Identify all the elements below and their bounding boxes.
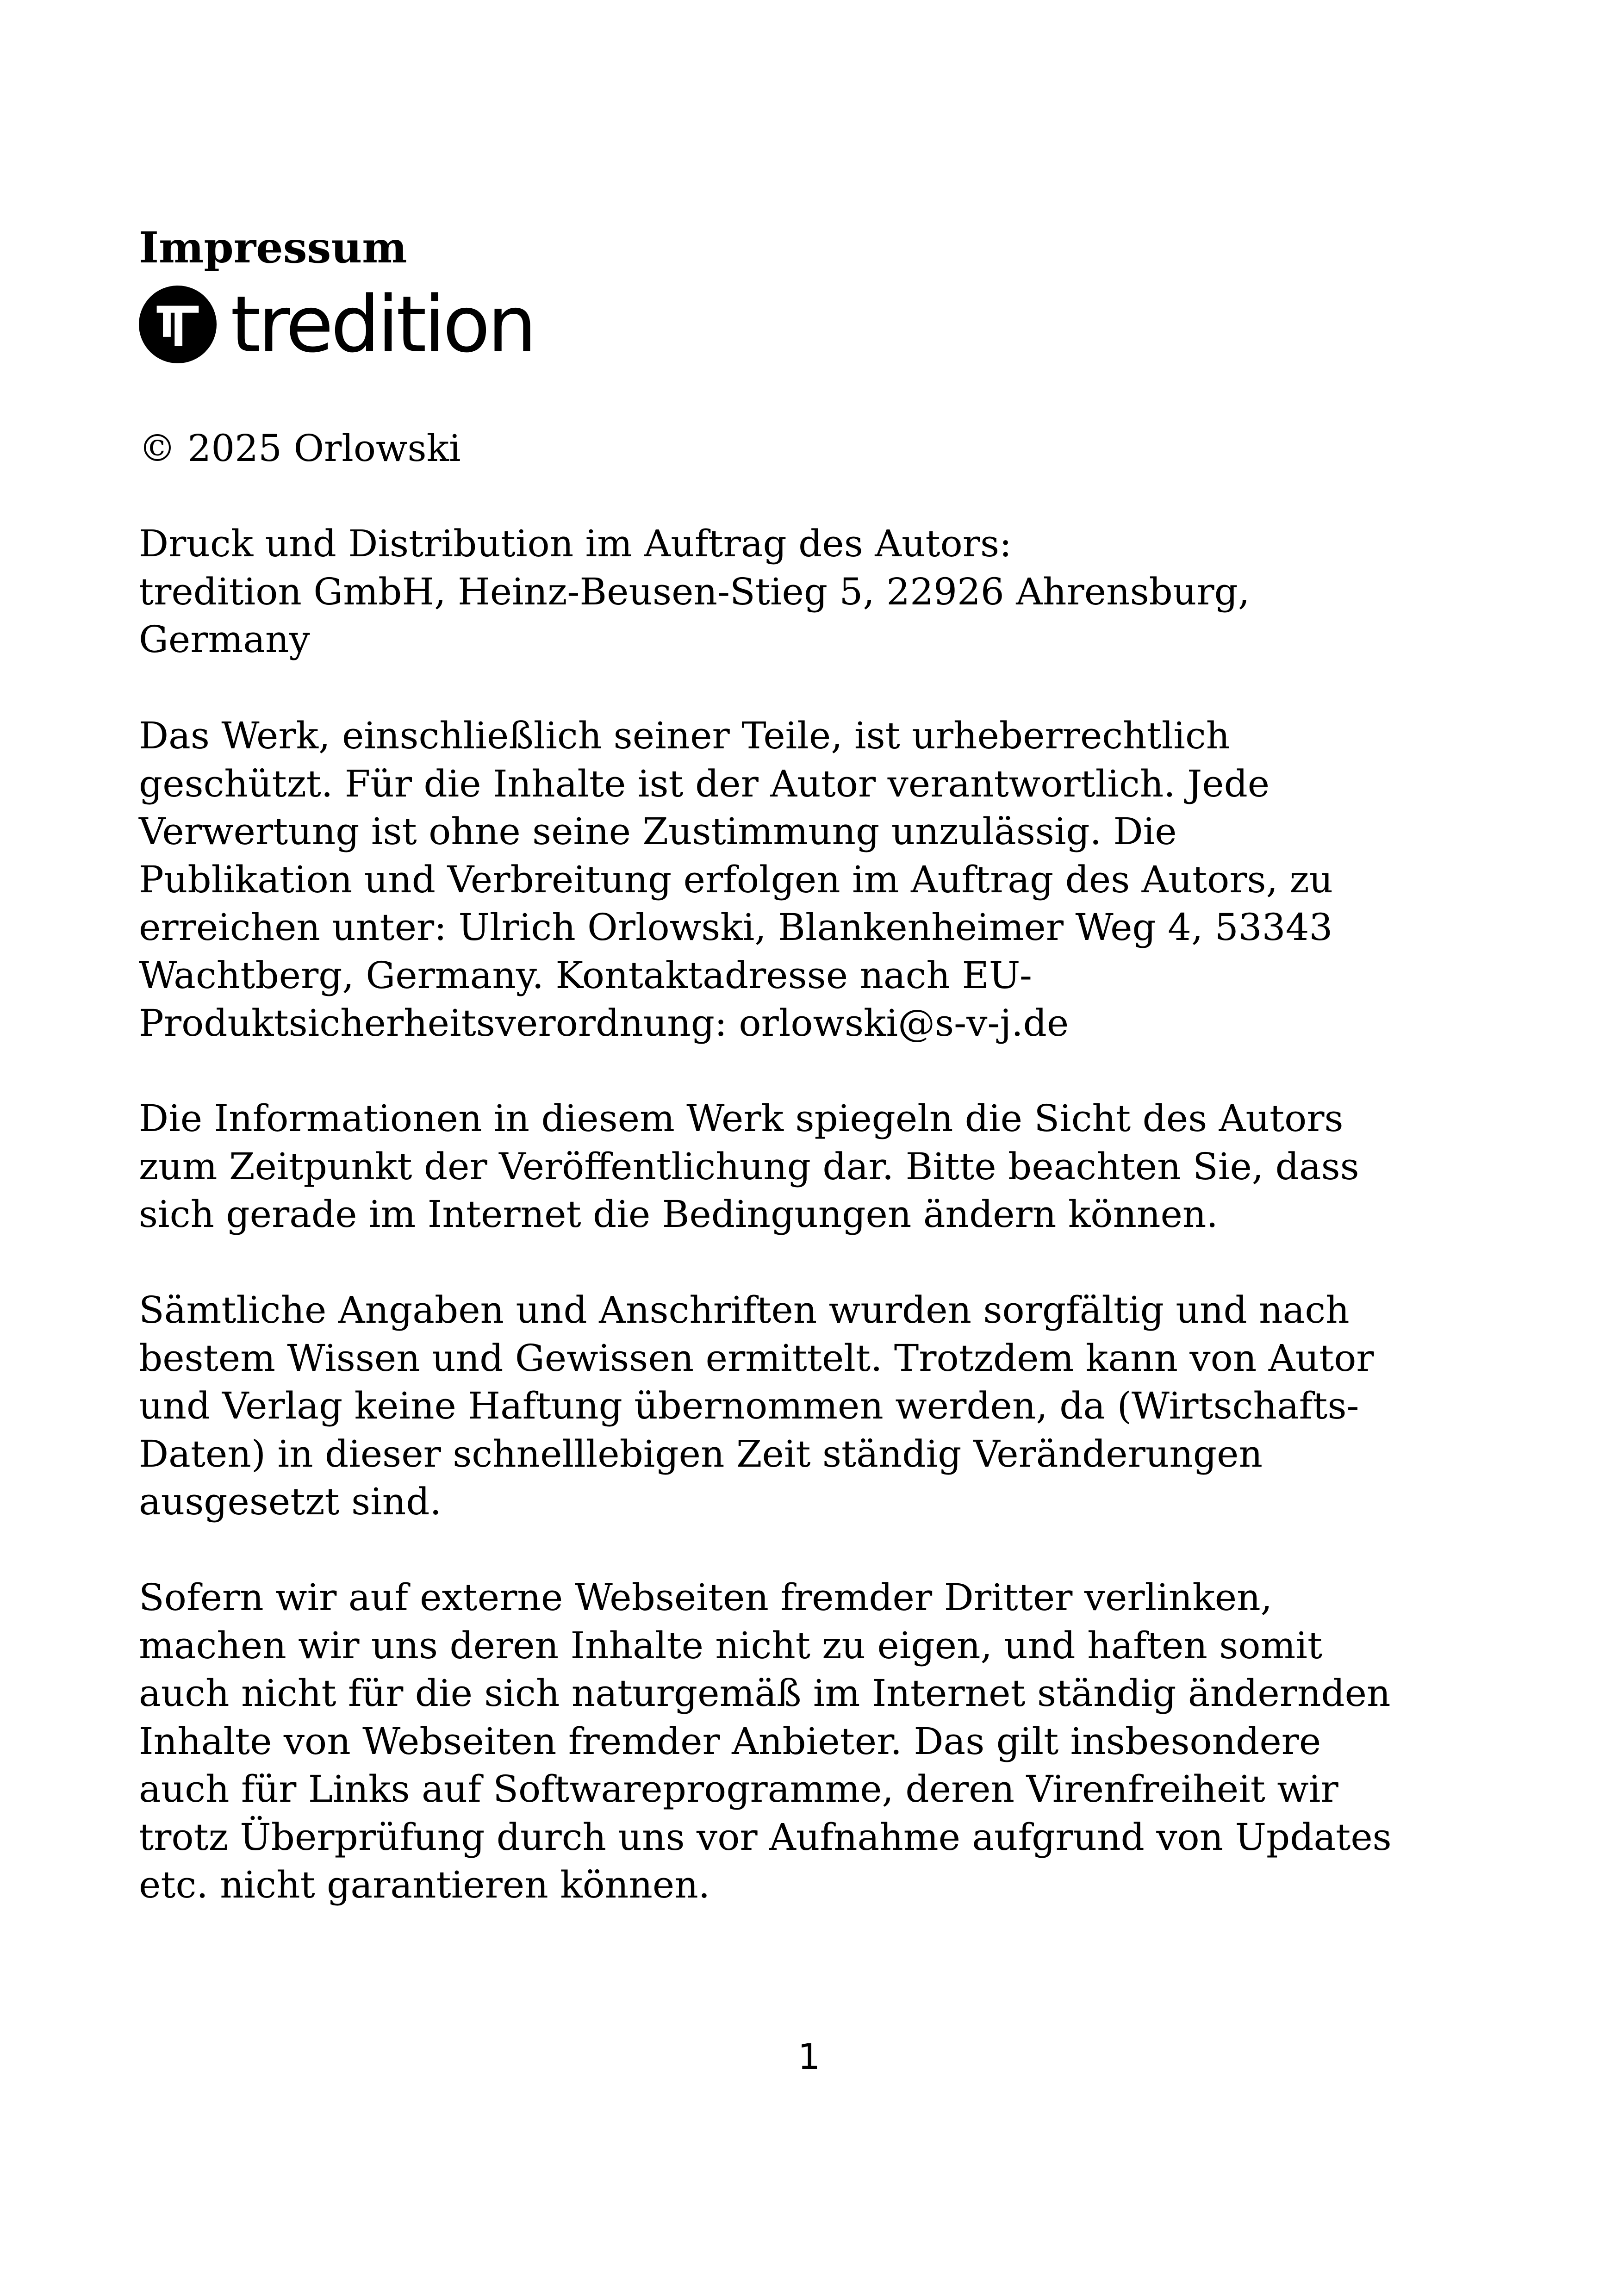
text-line: Die Informationen in diesem Werk spiegeln die Sicht des Autors	[139, 1097, 1344, 1140]
text-line: © 2025 Orlowski	[139, 427, 461, 470]
text-line: Germany	[139, 618, 310, 661]
text-line: Druck und Distribution im Auftrag des Autors:	[139, 522, 1012, 565]
page-title: Impressum	[139, 223, 407, 273]
text-line: Produktsicherheitsverordnung: orlowski@s-v-j.de	[139, 1002, 1069, 1045]
text-line: geschützt. Für die Inhalte ist der Autor verantwortlich. Jede	[139, 762, 1270, 805]
text-line: ausgesetzt sind.	[139, 1480, 442, 1523]
text-line: und Verlag keine Haftung übernommen werden, da (Wirtschafts-	[139, 1384, 1359, 1427]
copyright-notice-paragraph	[139, 712, 1546, 1047]
text-line: Wachtberg, Germany. Kontaktadresse nach EU-	[139, 953, 1032, 997]
text-line: etc. nicht garantieren können.	[139, 1863, 710, 1906]
text-line: Inhalte von Webseiten fremder Anbieter. Das gilt insbesondere	[139, 1719, 1321, 1763]
text-line: Verwertung ist ohne seine Zustimmung unzulässig. Die	[139, 810, 1177, 853]
print-distribution-paragraph	[139, 520, 1546, 664]
text-line: zum Zeitpunkt der Veröffentlichung dar. Bitte beachten Sie, dass	[139, 1145, 1359, 1188]
text-line: auch nicht für die sich naturgemäß im Internet ständig ändernden	[139, 1672, 1391, 1715]
text-line: Daten) in dieser schnelllebigen Zeit ständig Veränderungen	[139, 1432, 1263, 1475]
text-line: Publikation und Verbreitung erfolgen im Auftrag des Autors, zu	[139, 858, 1333, 901]
publisher-logo	[139, 279, 534, 370]
text-line: auch für Links auf Softwareprogramme, deren Virenfreiheit wir	[139, 1767, 1338, 1811]
text-line: erreichen unter: Ulrich Orlowski, Blankenheimer Weg 4, 53343	[139, 906, 1333, 949]
external-links-disclaimer-paragraph	[139, 1574, 1546, 1909]
text-line: sich gerade im Internet die Bedingungen ändern können.	[139, 1193, 1218, 1236]
text-line: bestem Wissen und Gewissen ermittelt. Trotzdem kann von Autor	[139, 1336, 1374, 1380]
tredition-logo-icon	[139, 286, 217, 363]
liability-disclaimer-paragraph	[139, 1286, 1546, 1526]
text-line: trotz Überprüfung durch uns vor Aufnahme aufgrund von Updates	[139, 1815, 1392, 1859]
text-line: machen wir uns deren Inhalte nicht zu eigen, und haften somit	[139, 1624, 1323, 1667]
copyright-paragraph	[139, 424, 1546, 473]
text-line: Sämtliche Angaben und Anschriften wurden sorgfältig und nach	[139, 1288, 1350, 1332]
logo-wordmark: tredition	[230, 279, 534, 370]
text-line: Das Werk, einschließlich seiner Teile, ist urheberrechtlich	[139, 714, 1230, 757]
page-number: 1	[797, 2036, 821, 2077]
information-disclaimer-paragraph	[139, 1095, 1546, 1238]
text-line: Sofern wir auf externe Webseiten fremder Dritter verlinken,	[139, 1576, 1273, 1619]
text-line: tredition GmbH, Heinz-Beusen-Stieg 5, 22926 Ahrensburg,	[139, 570, 1250, 613]
